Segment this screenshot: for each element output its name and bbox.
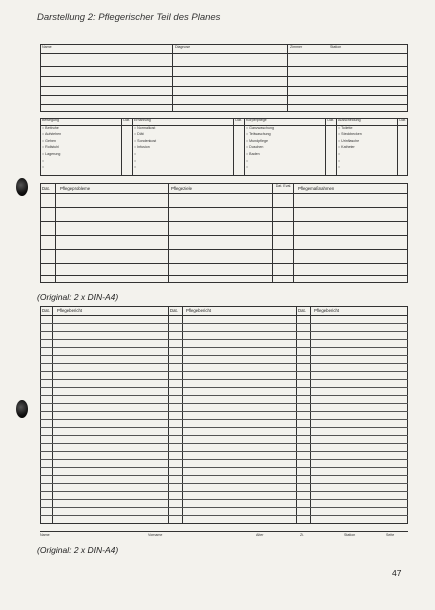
report-ruled-line: [40, 395, 408, 396]
report-date-header-1: Dat.: [42, 308, 50, 313]
report-ruled-line: [40, 371, 408, 372]
problem-table: [40, 183, 408, 283]
checklist-item[interactable]: ○ Baden: [246, 151, 260, 156]
footer-name-label: Name: [40, 533, 50, 537]
checklist-col-ausscheidung: [338, 119, 408, 173]
report-header-2: Pflegebericht: [186, 308, 212, 313]
report-ruled-line: [40, 331, 408, 332]
checklist-item[interactable]: ○ Toilette: [338, 125, 353, 130]
page-number: 47: [392, 568, 402, 578]
checklist-item[interactable]: ○: [338, 151, 341, 156]
checklist-item[interactable]: ○: [338, 158, 341, 163]
binder-hole-bottom: [16, 400, 28, 418]
checklist-item[interactable]: ○: [134, 165, 137, 170]
checklist-item[interactable]: ○: [134, 158, 137, 163]
header-block: [40, 44, 408, 112]
report-date-header-2: Dat.: [170, 308, 178, 313]
checklist-item[interactable]: ○ Duschen: [246, 145, 264, 150]
report-date-header-3: Dat.: [298, 308, 306, 313]
checklist-date-label: Dat.: [399, 118, 406, 122]
report-ruled-line: [40, 339, 408, 340]
checklist-date-label: Dat.: [327, 118, 334, 122]
name-label: Name: [42, 45, 52, 49]
binder-hole-top: [16, 178, 28, 196]
report-ruled-line: [40, 483, 408, 484]
report-ruled-line: [40, 507, 408, 508]
report-ruled-line: [40, 491, 408, 492]
report-ruled-line: [40, 459, 408, 460]
report-ruled-line: [40, 355, 408, 356]
checklist-item[interactable]: ○ Gehen: [42, 138, 56, 143]
goal-header: Pflegeziele: [171, 186, 193, 191]
report-ruled-line: [40, 475, 408, 476]
checklist-header: Ausscheidung: [338, 118, 361, 122]
checklist-col-ernaehrung: [134, 119, 244, 173]
checklist-item[interactable]: ○ Bettruhe: [42, 125, 59, 130]
station-label: Station: [330, 45, 342, 49]
checklist-header: Körperpflege: [246, 118, 267, 122]
footer-zimmer-label: Zi.: [300, 533, 304, 537]
checklist-item[interactable]: ○ Sondenkost: [134, 138, 157, 143]
checklist-item[interactable]: ○ Teilwaschung: [246, 132, 271, 137]
report-ruled-line: [40, 387, 408, 388]
checklist-item[interactable]: ○ Lagerung: [42, 151, 61, 156]
eval-header: Dat. Eval.: [275, 184, 292, 188]
checklist-item[interactable]: ○: [42, 158, 45, 163]
checklist-item[interactable]: ○: [246, 165, 249, 170]
checklist-col-koerperpflege: [246, 119, 336, 173]
diagnose-label: Diagnose: [175, 45, 191, 49]
report-ruled-line: [40, 443, 408, 444]
problem-date-header: Dat.: [42, 186, 50, 191]
checklist-item[interactable]: ○ Rollstuhl: [42, 145, 59, 150]
checklist-item[interactable]: ○: [42, 165, 45, 170]
checklist-item[interactable]: ○ Urinflasche: [338, 138, 360, 143]
checklist-header: Ernährung: [134, 118, 151, 122]
checklist-item[interactable]: ○ Steckbecken: [338, 132, 362, 137]
report-ruled-line: [40, 347, 408, 348]
checklist-item[interactable]: ○: [246, 158, 249, 163]
zimmer-label: Zimmer: [290, 45, 303, 49]
footer-vorname-label: Vorname: [148, 533, 163, 537]
page-title: Darstellung 2: Pflegerischer Teil des Planes: [37, 12, 221, 23]
checklist-col-bewegung: [42, 119, 132, 173]
report-ruled-line: [40, 499, 408, 500]
report-header-3: Pflegebericht: [314, 308, 340, 313]
checklist-date-label: Dat.: [235, 118, 242, 122]
checklist-item[interactable]: ○ Diät: [134, 132, 144, 137]
footer-alter-label: Alter: [256, 533, 264, 537]
report-ruled-line: [40, 451, 408, 452]
checklist-item[interactable]: ○ Katheter: [338, 145, 355, 150]
measure-header: Pflegemaßnahmen: [298, 186, 335, 191]
caption-original-2: (Original: 2 x DIN-A4): [37, 545, 119, 555]
report-ruled-line: [40, 403, 408, 404]
report-ruled-line: [40, 427, 408, 428]
checklist-item[interactable]: ○ Normalkost: [134, 125, 156, 130]
checklist-item[interactable]: ○: [338, 165, 341, 170]
checklist-item[interactable]: ○ Aufstehen: [42, 132, 62, 137]
report-ruled-line: [40, 379, 408, 380]
checklist-date-label: Dat.: [123, 118, 130, 122]
report-ruled-line: [40, 363, 408, 364]
report-ruled-line: [40, 435, 408, 436]
checklist-item[interactable]: ○ Infusion: [134, 145, 150, 150]
report-ruled-line: [40, 323, 408, 324]
report-ruled-line: [40, 411, 408, 412]
caption-original-1: (Original: 2 x DIN-A4): [37, 292, 119, 302]
checklist-item[interactable]: ○: [134, 151, 137, 156]
footer-station-label: Station: [344, 533, 356, 537]
report-header-1: Pflegebericht: [57, 308, 83, 313]
checklist-item[interactable]: ○ Mundpflege: [246, 138, 268, 143]
report-ruled-line: [40, 419, 408, 420]
report-ruled-line: [40, 515, 408, 516]
checklist-header: Bewegung: [42, 118, 59, 122]
checklist-item[interactable]: ○ Ganzwaschung: [246, 125, 274, 130]
problem-header: Pflegeprobleme: [60, 186, 91, 191]
report-ruled-line: [40, 467, 408, 468]
footer-seite-label: Seite: [386, 533, 395, 537]
